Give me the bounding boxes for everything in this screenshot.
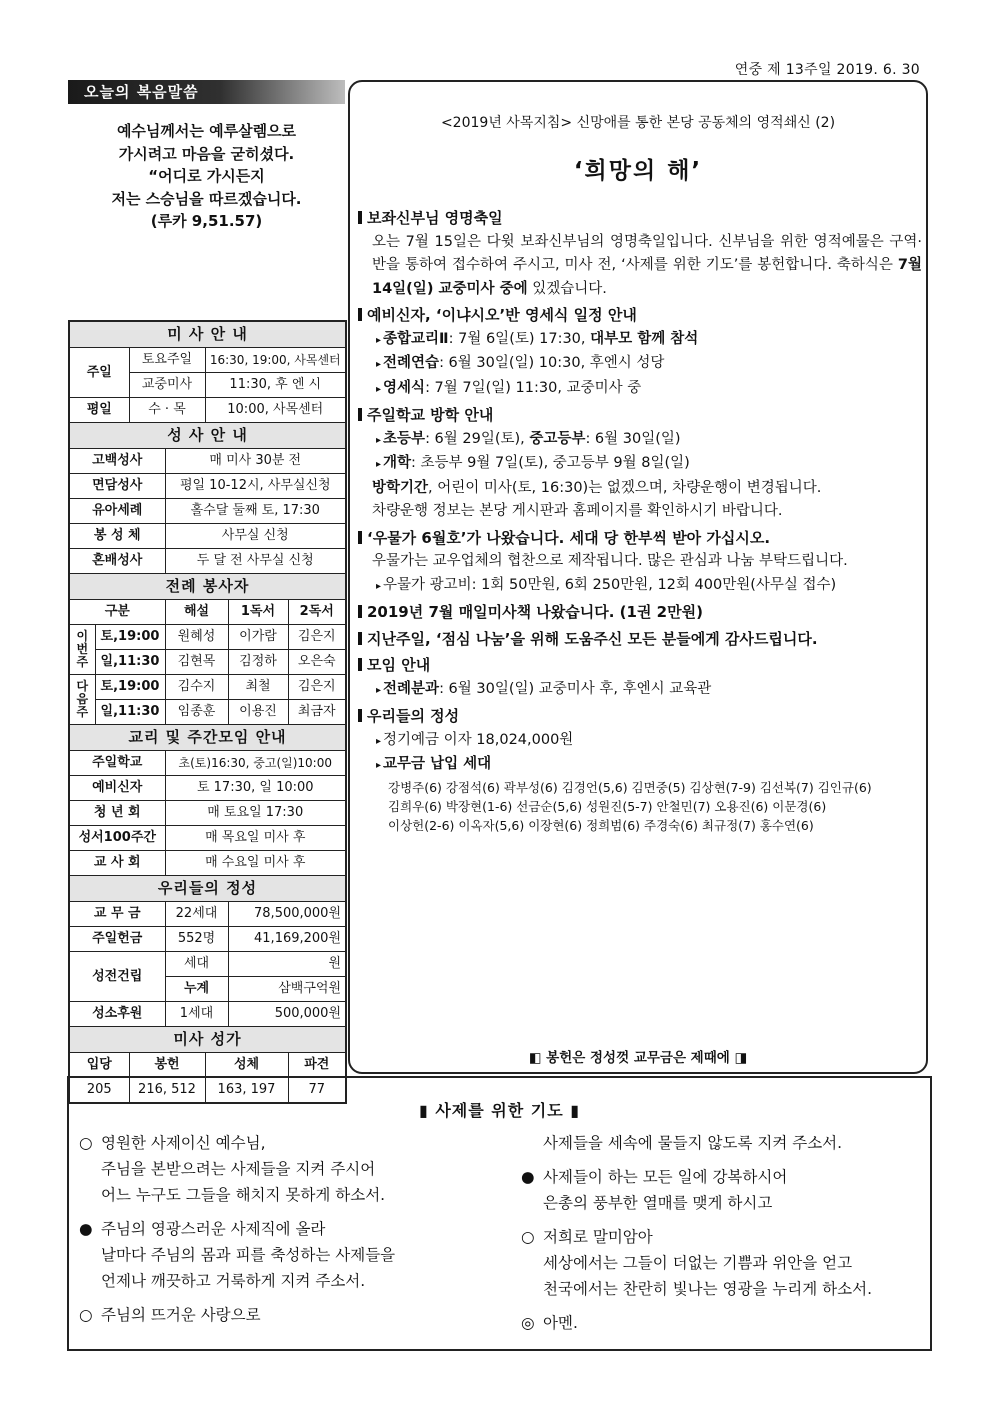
- info-table: [68, 320, 347, 1104]
- this-week-label: 이번주: [69, 625, 95, 675]
- sacrament-label: 유아세례: [69, 499, 165, 524]
- donor-line: 김희우(6) 박장현(1-6) 선금순(5,6) 성원진(5-7) 안철민(7) 오용진(6) 이문경(6): [388, 798, 827, 814]
- triangle-bullet-icon: ▸: [376, 684, 382, 696]
- donor-line: 이상헌(2-6) 이옥자(5,6) 이장현(6) 정희범(6) 주경숙(6) 최규정(7) 홍수연(6): [388, 817, 814, 833]
- triangle-bullet-icon: ▸: [376, 459, 382, 470]
- gospel-line: 예수님께서는 예루살렘으로: [116, 122, 297, 140]
- server-commentator: 김수지: [165, 675, 228, 700]
- support-label: 성소후원: [69, 1002, 165, 1027]
- notice-content: [358, 204, 922, 835]
- triangle-bullet-icon: ▸: [376, 580, 382, 592]
- next-week-label: 다음주: [69, 675, 95, 725]
- server-time: 토,19:00: [95, 675, 165, 700]
- server-reader1: 이가람: [228, 625, 288, 650]
- prayer-stanza: ○ 저희로 말미암아 세상에서는 그들이 더없는 기쁨과 위안을 얻고 천국에서는 찬란히 빛나는 영광을 누리게 하소서.: [521, 1224, 926, 1302]
- square-bullet-icon: [358, 308, 362, 321]
- gospel-banner: 오늘의 복음말씀: [68, 80, 345, 104]
- server-reader1: 최철: [228, 675, 288, 700]
- offering-count: 552명: [165, 927, 228, 952]
- servers-header: 1독서: [228, 600, 288, 625]
- list-item: ▸ 종합교리Ⅱ: 7월 6일(토) 17:30, 대부모 함께 참석: [376, 330, 699, 347]
- square-bullet-icon: [358, 211, 362, 224]
- gospel-text: [68, 120, 345, 320]
- mass-day: 수 · 목: [129, 398, 205, 423]
- prayer-stanza: ● 주님의 영광스러운 사제직에 올라 날마다 주님의 몸과 피를 축성하는 사제들을 언제나 깨끗하고 거룩하게 지켜 주소서.: [79, 1216, 489, 1294]
- notice-box: [348, 80, 928, 1074]
- section-body: 차량운행 정보는 본당 게시판과 홈페이지를 확인하시기 바랍니다.: [372, 503, 783, 519]
- hymn-header: 입당: [69, 1053, 129, 1078]
- hymns-title: 미사 성가: [69, 1027, 346, 1053]
- meeting-label: 성서100주간: [69, 826, 165, 851]
- hymn-value: 77: [288, 1078, 346, 1104]
- meeting-label: 예비신자: [69, 776, 165, 801]
- meeting-value: 매 목요일 미사 후: [165, 826, 346, 851]
- header-date: 연중 제 13주일 2019. 6. 30: [734, 62, 920, 78]
- square-bullet-icon: [358, 605, 362, 618]
- meeting-value: 초(토)16:30, 중고(일)10:00: [165, 751, 346, 776]
- server-commentator: 김현목: [165, 650, 228, 675]
- left-column: [68, 80, 345, 1104]
- sacrament-value: 평일 10-12시, 사무실신청: [165, 474, 346, 499]
- server-time: 토,19:00: [95, 625, 165, 650]
- triangle-bullet-icon: ▸: [376, 334, 382, 346]
- square-bullet-icon: [358, 408, 362, 421]
- server-reader2: 김은지: [288, 675, 346, 700]
- server-reader2: 최금자: [288, 700, 346, 725]
- server-commentator: 임종훈: [165, 700, 228, 725]
- list-item: ▸ 영세식: 7월 7일(일) 11:30, 교중미사 중: [376, 379, 642, 396]
- list-item: ▸ 교무금 납입 세대: [376, 756, 492, 772]
- section-heading: 예비신자, ‘이냐시오’반 영세식 일정 안내: [358, 304, 922, 328]
- square-bullet-icon: [358, 658, 362, 671]
- sacrament-value: 두 달 전 사무실 신청: [165, 549, 346, 574]
- hymn-header: 봉헌: [129, 1053, 205, 1078]
- filled-circle-icon: ●: [521, 1168, 535, 1186]
- list-item: ▸ 정기예금 이자 18,024,000원: [376, 731, 574, 748]
- triangle-bullet-icon: ▸: [376, 359, 382, 370]
- section-heading: 모임 안내: [358, 654, 922, 678]
- building-total: 삼백구억원: [228, 977, 346, 1002]
- offering-amount: 41,169,200원: [228, 927, 346, 952]
- sacrament-value: 홀수달 둘째 토, 17:30: [165, 499, 346, 524]
- sacrament-label: 면담성사: [69, 474, 165, 499]
- hymn-header: 성체: [205, 1053, 288, 1078]
- server-commentator: 원혜성: [165, 625, 228, 650]
- circle-icon: ○: [79, 1306, 93, 1324]
- support-count: 1세대: [165, 1002, 228, 1027]
- mass-time: 16:30, 19:00, 사목센터: [205, 348, 346, 373]
- notice-footer: ◧ 봉헌은 정성껏 교무금은 제때에 ◨: [528, 1050, 748, 1066]
- weekday-label: 평일: [69, 398, 129, 423]
- building-amount: 원: [228, 952, 346, 977]
- circle-icon: ○: [521, 1228, 535, 1246]
- mass-time: 11:30, 후 엔 시: [205, 373, 346, 398]
- hymn-value: 205: [69, 1078, 129, 1104]
- square-bullet-icon: [358, 531, 362, 544]
- prayer-right-column: [521, 1130, 926, 1336]
- section-heading: 지난주일, ‘점심 나눔’을 위해 도움주신 모든 분들에게 감사드립니다.: [358, 628, 922, 652]
- square-bullet-icon: [358, 632, 362, 645]
- hymn-value: 163, 197: [205, 1078, 288, 1104]
- mass-day: 교중미사: [129, 373, 205, 398]
- offering-count: 22세대: [165, 902, 228, 927]
- offering-amount: 78,500,000원: [228, 902, 346, 927]
- building-count: 세대: [165, 952, 228, 977]
- list-item: ▸ 개학: 초등부 9월 7일(토), 중고등부 9월 8일(일): [376, 455, 690, 471]
- prayer-stanza: 사제들을 세속에 물들지 않도록 지켜 주소서.: [543, 1134, 843, 1152]
- server-time: 일,11:30: [95, 650, 165, 675]
- sacrament-value: 사무실 신청: [165, 524, 346, 549]
- section-heading: 보좌신부님 영명축일: [358, 207, 922, 231]
- building-total-label: 누계: [165, 977, 228, 1002]
- meeting-value: 토 17:30, 일 10:00: [165, 776, 346, 801]
- donor-line: 강병주(6) 강점석(6) 곽부성(6) 김경언(5,6) 김면중(5) 김상현(7-9) 김선복(7) 김인규(6): [388, 779, 872, 795]
- prayer-box: [67, 1076, 932, 1351]
- prayer-stanza: ○ 영원한 사제이신 예수님, 주님을 본받으려는 사제들을 지켜 주시어 어느 누구도 그들을 해치지 못하게 하소서.: [79, 1130, 489, 1208]
- server-reader2: 오은숙: [288, 650, 346, 675]
- meeting-label: 주일학교: [69, 751, 165, 776]
- meeting-label: 교 사 회: [69, 851, 165, 876]
- prayer-stanza: ◎ 아멘.: [521, 1310, 926, 1336]
- hymn-header: 파견: [288, 1053, 346, 1078]
- square-bullet-icon: [358, 709, 362, 722]
- section-heading: 우리들의 정성: [358, 705, 922, 729]
- gospel-line: “어디로 가시든지: [148, 167, 265, 185]
- servers-header: 2독서: [288, 600, 346, 625]
- prayer-stanza: ○ 주님의 뜨거운 사랑으로: [79, 1302, 489, 1328]
- triangle-bullet-icon: ▸: [376, 760, 382, 771]
- prayer-title: ▮ 사제를 위한 기도 ▮: [418, 1101, 581, 1120]
- donor-names: [358, 778, 922, 835]
- filled-circle-icon: ●: [79, 1220, 93, 1238]
- circle-icon: ○: [79, 1134, 93, 1152]
- meeting-value: 매 수요일 미사 후: [165, 851, 346, 876]
- offering-title: 우리들의 정성: [69, 876, 346, 902]
- servers-header: 구분: [69, 600, 165, 625]
- meeting-label: 청 년 회: [69, 801, 165, 826]
- sacrament-label: 혼배성사: [69, 549, 165, 574]
- hymn-value: 216, 512: [129, 1078, 205, 1104]
- notice-subtitle: <2019년 사목지침> 신망애를 통한 본당 공동체의 영적쇄신 (2): [440, 115, 836, 131]
- server-reader1: 김정하: [228, 650, 288, 675]
- notice-title: ‘희망의 해’: [573, 158, 703, 184]
- building-label: 성전건립: [69, 952, 165, 1002]
- triangle-bullet-icon: ▸: [376, 383, 382, 395]
- section-heading: 2019년 7월 매일미사책 나왔습니다. (1권 2만원): [358, 601, 922, 625]
- gospel-line: (루카 9,51.57): [150, 212, 263, 230]
- support-amount: 500,000원: [228, 1002, 346, 1027]
- list-item: ▸ 전례연습: 6월 30일(일) 10:30, 후엔시 성당: [376, 355, 665, 371]
- sacrament-value: 매 미사 30분 전: [165, 449, 346, 474]
- gospel-line: 저는 스승님을 따르겠습니다.: [111, 189, 302, 208]
- section-body: 방학기간, 어린이 미사(토, 16:30)는 없겠으며, 차량운행이 변경됩니다.: [372, 479, 822, 496]
- triangle-bullet-icon: ▸: [376, 735, 382, 747]
- meeting-value: 매 토요일 17:30: [165, 801, 346, 826]
- meetings-title: 교리 및 주간모임 안내: [69, 725, 346, 751]
- server-reader1: 이용진: [228, 700, 288, 725]
- sacrament-label: 봉 성 체: [69, 524, 165, 549]
- sacrament-label: 고백성사: [69, 449, 165, 474]
- list-item: ▸ 전례분과: 6월 30일(일) 교중미사 후, 후엔시 교육관: [376, 680, 712, 697]
- prayer-left-column: [79, 1130, 489, 1328]
- prayer-stanza: ● 사제들이 하는 모든 일에 강복하시어 은총의 풍부한 열매를 맺게 하시고: [521, 1164, 926, 1216]
- sunday-label: 주일: [69, 348, 129, 398]
- servers-title: 전례 봉사자: [69, 574, 346, 600]
- servers-header: 해설: [165, 600, 228, 625]
- list-item: ▸ 초등부: 6월 29일(토), 중고등부: 6월 30일(일): [376, 430, 681, 447]
- mass-title: 미 사 안 내: [69, 321, 346, 348]
- triangle-bullet-icon: ▸: [376, 434, 382, 446]
- bullseye-icon: ◎: [521, 1314, 535, 1332]
- list-item: ▸ 우물가 광고비: 1회 50만원, 6회 250만원, 12회 400만원(사무실 접수): [376, 576, 837, 593]
- mass-time: 10:00, 사목센터: [205, 398, 346, 423]
- section-heading: 주일학교 방학 안내: [358, 404, 922, 428]
- section-heading: ‘우물가 6월호’가 나왔습니다. 세대 당 한부씩 받아 가십시오.: [358, 527, 922, 551]
- section-body: 오는 7월 15일은 다윗 보좌신부님의 영명축일입니다. 신부님을 위한 영적예물은 구역·반을 통하여 접수하여 주시고, 미사 전, ‘사제를 위한 기도’를 봉헌합니다. 축하식은 7월 14일(일) 교중미사 중에 있겠습니다.: [372, 233, 922, 297]
- server-reader2: 김은지: [288, 625, 346, 650]
- sacrament-title: 성 사 안 내: [69, 423, 346, 449]
- mass-day: 토요주일: [129, 348, 205, 373]
- gospel-line: 가시려고 마음을 굳히셨다.: [118, 144, 295, 163]
- section-body: 우물가는 교우업체의 협찬으로 제작됩니다. 많은 관심과 나눔 부탁드립니다.: [372, 553, 848, 569]
- offering-label: 주일헌금: [69, 927, 165, 952]
- offering-label: 교 무 금: [69, 902, 165, 927]
- server-time: 일,11:30: [95, 700, 165, 725]
